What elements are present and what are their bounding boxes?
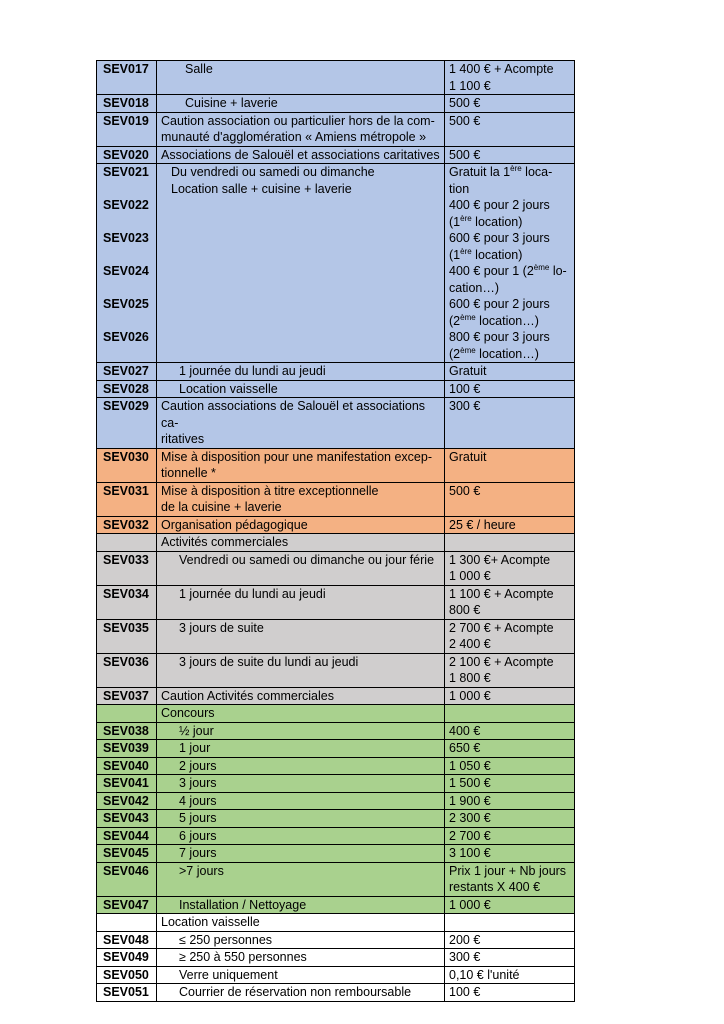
- tariff-row: [97, 931, 575, 949]
- tariff-description: 4 jours: [157, 792, 445, 810]
- tariff-description: Caution association ou particulier hors de la com- munauté d'agglomération « Amiens métropole »: [157, 112, 445, 146]
- tariff-price: 1 300 €+ Acompte 1 000 €: [445, 551, 575, 585]
- price-line: [449, 313, 570, 330]
- tariff-code: SEV034: [97, 585, 157, 619]
- tariff-description: >7 jours: [157, 862, 445, 896]
- tariff-price: 1 100 € + Acompte 800 €: [445, 585, 575, 619]
- tariff-row: [97, 551, 575, 585]
- tariff-price: 2 700 € + Acompte 2 400 €: [445, 619, 575, 653]
- tariff-description: Associations de Salouël et associations caritatives: [157, 146, 445, 164]
- tariff-row: [97, 585, 575, 619]
- price-line: [449, 263, 570, 280]
- price-line: [449, 230, 570, 247]
- tariff-row: [97, 95, 575, 113]
- tariff-row: [97, 705, 575, 723]
- tariff-price: 300 €: [445, 949, 575, 967]
- tariff-price: [445, 534, 575, 552]
- tariff-row: [97, 845, 575, 863]
- tariff-code: SEV032: [97, 516, 157, 534]
- tariff-row: [97, 757, 575, 775]
- tariff-description: Courrier de réservation non remboursable: [157, 984, 445, 1002]
- tariff-row: [97, 398, 575, 449]
- tariff-code: SEV037: [97, 687, 157, 705]
- tariff-code: SEV035: [97, 619, 157, 653]
- tariff-price: 1 000 €: [445, 687, 575, 705]
- tariff-code: SEV023: [103, 231, 149, 245]
- ordinal-superscript: ère: [510, 164, 522, 173]
- tariff-price: 400 €: [445, 722, 575, 740]
- tariff-price: 300 €: [445, 398, 575, 449]
- tariff-description: Salle: [157, 61, 445, 95]
- tariff-row: [97, 380, 575, 398]
- tariff-description: Verre uniquement: [157, 966, 445, 984]
- tariff-price: 1 500 €: [445, 775, 575, 793]
- tariff-description: 1 journée du lundi au jeudi: [157, 585, 445, 619]
- code-spacer: [103, 247, 152, 264]
- price-text: (1: [449, 214, 461, 229]
- tariff-row: [97, 722, 575, 740]
- tariff-row: [97, 896, 575, 914]
- tariff-description: Installation / Nettoyage: [157, 896, 445, 914]
- tariff-code: SEV020: [97, 146, 157, 164]
- price-text: loca-: [521, 165, 553, 179]
- tariff-code: SEV036: [97, 653, 157, 687]
- tariff-price: 2 700 €: [445, 827, 575, 845]
- tariff-description: [157, 164, 445, 363]
- tariff-price: 1 900 €: [445, 792, 575, 810]
- tariff-price: 25 € / heure: [445, 516, 575, 534]
- ordinal-superscript: ème: [460, 312, 476, 322]
- tariff-code: SEV022: [103, 198, 149, 212]
- tariff-code: SEV051: [97, 984, 157, 1002]
- tariff-code: SEV041: [97, 775, 157, 793]
- tariff-price: 2 300 €: [445, 810, 575, 828]
- tariff-table: [96, 60, 575, 1002]
- tariff-price: 650 €: [445, 740, 575, 758]
- price-text: (2: [449, 313, 461, 328]
- price-text: 400 € pour 2 jours: [449, 198, 550, 212]
- tariff-price: 200 €: [445, 931, 575, 949]
- tariff-price-group: [445, 164, 575, 363]
- tariff-description: 5 jours: [157, 810, 445, 828]
- tariff-description: Vendredi ou samedi ou dimanche ou jour férie: [157, 551, 445, 585]
- price-text: 600 € pour 2 jours: [449, 297, 550, 311]
- tariff-row: [97, 448, 575, 482]
- tariff-row: [97, 984, 575, 1002]
- tariff-price: 0,10 € l'unité: [445, 966, 575, 984]
- price-text: Gratuit la 1: [449, 165, 511, 179]
- tariff-description: Cuisine + laverie: [157, 95, 445, 113]
- tariff-row: [97, 482, 575, 516]
- tariff-code: SEV018: [97, 95, 157, 113]
- tariff-price: 500 €: [445, 482, 575, 516]
- price-text: 600 € pour 3 jours: [449, 231, 550, 245]
- tariff-row: [97, 792, 575, 810]
- price-text: location…): [475, 346, 539, 361]
- price-text: lo-: [549, 264, 567, 278]
- tariff-code: SEV019: [97, 112, 157, 146]
- tariff-description: 1 jour: [157, 740, 445, 758]
- tariff-price: Prix 1 jour + Nb jours restants X 400 €: [445, 862, 575, 896]
- price-text: location): [471, 214, 523, 229]
- tariff-description: Activités commerciales: [157, 534, 445, 552]
- price-line: [449, 280, 570, 297]
- tariff-price: 500 €: [445, 112, 575, 146]
- tariff-code: SEV046: [97, 862, 157, 896]
- description-line: Du vendredi ou samedi ou dimanche: [171, 165, 375, 179]
- tariff-row: [97, 949, 575, 967]
- tariff-description: Caution associations de Salouël et associations ca- ritatives: [157, 398, 445, 449]
- tariff-code: SEV028: [97, 380, 157, 398]
- tariff-description: ½ jour: [157, 722, 445, 740]
- tariff-row: [97, 146, 575, 164]
- description-line: Location salle + cuisine + laverie: [171, 181, 352, 196]
- price-line: [449, 346, 570, 363]
- tariff-row: [97, 363, 575, 381]
- price-line: [449, 247, 570, 264]
- tariff-price: 1 000 €: [445, 896, 575, 914]
- tariff-description: Location vaisselle: [157, 914, 445, 932]
- tariff-description: 2 jours: [157, 757, 445, 775]
- tariff-code: SEV017: [97, 61, 157, 95]
- tariff-code: SEV047: [97, 896, 157, 914]
- tariff-code: SEV033: [97, 551, 157, 585]
- tariff-row: [97, 810, 575, 828]
- price-text: 800 € pour 3 jours: [449, 330, 550, 344]
- tariff-code: [97, 534, 157, 552]
- tariff-price: 1 400 € + Acompte 1 100 €: [445, 61, 575, 95]
- tariff-price: [445, 705, 575, 723]
- tariff-code: SEV049: [97, 949, 157, 967]
- code-spacer: [103, 214, 152, 231]
- tariff-code: SEV024: [103, 264, 149, 278]
- price-line: [449, 164, 570, 181]
- tariff-row: [97, 862, 575, 896]
- tariff-description: 6 jours: [157, 827, 445, 845]
- price-text: (2: [449, 346, 461, 361]
- tariff-code: SEV029: [97, 398, 157, 449]
- code-spacer: [103, 346, 152, 363]
- tariff-row: [97, 966, 575, 984]
- price-line: [449, 214, 570, 231]
- tariff-code: SEV021: [103, 165, 149, 179]
- ordinal-superscript: ère: [460, 213, 472, 223]
- tariff-row: [97, 516, 575, 534]
- ordinal-superscript: ème: [533, 263, 550, 272]
- tariff-body: [97, 61, 575, 1002]
- tariff-code: SEV026: [103, 330, 149, 344]
- tariff-code: SEV045: [97, 845, 157, 863]
- tariff-code: SEV048: [97, 931, 157, 949]
- tariff-code: SEV039: [97, 740, 157, 758]
- tariff-description: Caution Activités commerciales: [157, 687, 445, 705]
- code-spacer: [103, 280, 152, 297]
- tariff-code: SEV031: [97, 482, 157, 516]
- tariff-price: 2 100 € + Acompte 1 800 €: [445, 653, 575, 687]
- tariff-price: 100 €: [445, 380, 575, 398]
- price-text: cation…): [449, 280, 500, 295]
- tariff-code: SEV027: [97, 363, 157, 381]
- tariff-description: Location vaisselle: [157, 380, 445, 398]
- tariff-description: Mise à disposition à titre exceptionnelle de la cuisine + laverie: [157, 482, 445, 516]
- ordinal-superscript: ème: [460, 345, 476, 355]
- tariff-price: 500 €: [445, 146, 575, 164]
- price-text: 400 € pour 1 (2: [449, 264, 534, 278]
- ordinal-superscript: ère: [460, 246, 472, 256]
- tariff-description: 3 jours de suite: [157, 619, 445, 653]
- tariff-row: [97, 619, 575, 653]
- tariff-code: [97, 705, 157, 723]
- tariff-description: ≥ 250 à 550 personnes: [157, 949, 445, 967]
- tariff-code: SEV044: [97, 827, 157, 845]
- tariff-description: 7 jours: [157, 845, 445, 863]
- tariff-description: ≤ 250 personnes: [157, 931, 445, 949]
- tariff-price: 500 €: [445, 95, 575, 113]
- price-line: [449, 296, 570, 313]
- tariff-row: [97, 687, 575, 705]
- tariff-row: [97, 653, 575, 687]
- tariff-code: SEV038: [97, 722, 157, 740]
- price-line: [449, 329, 570, 346]
- tariff-row: [97, 740, 575, 758]
- tariff-row: [97, 827, 575, 845]
- code-spacer: [103, 181, 152, 198]
- tariff-price: Gratuit: [445, 363, 575, 381]
- tariff-code: SEV040: [97, 757, 157, 775]
- price-text: location…): [475, 313, 539, 328]
- tariff-code: SEV030: [97, 448, 157, 482]
- tariff-row: [97, 775, 575, 793]
- tariff-code-group: [97, 164, 157, 363]
- tariff-code: [97, 914, 157, 932]
- code-spacer: [103, 313, 152, 330]
- tariff-price: 3 100 €: [445, 845, 575, 863]
- tariff-row: [97, 534, 575, 552]
- tariff-code: SEV025: [103, 297, 149, 311]
- tariff-code: SEV043: [97, 810, 157, 828]
- price-text: tion: [449, 181, 470, 196]
- price-text: location): [471, 247, 523, 262]
- tariff-price: 1 050 €: [445, 757, 575, 775]
- tariff-description: 1 journée du lundi au jeudi: [157, 363, 445, 381]
- tariff-description: 3 jours: [157, 775, 445, 793]
- price-text: (1: [449, 247, 461, 262]
- tariff-description: Mise à disposition pour une manifestation excep- tionnelle *: [157, 448, 445, 482]
- tariff-price: 100 €: [445, 984, 575, 1002]
- tariff-code: SEV042: [97, 792, 157, 810]
- tariff-row-weekend-block: [97, 164, 575, 363]
- tariff-price: Gratuit: [445, 448, 575, 482]
- tariff-price: [445, 914, 575, 932]
- tariff-code: SEV050: [97, 966, 157, 984]
- price-line: [449, 181, 570, 198]
- tariff-row: [97, 914, 575, 932]
- tariff-row: [97, 112, 575, 146]
- tariff-row: [97, 61, 575, 95]
- price-line: [449, 197, 570, 214]
- tariff-description: Organisation pédagogique: [157, 516, 445, 534]
- tariff-description: Concours: [157, 705, 445, 723]
- tariff-description: 3 jours de suite du lundi au jeudi: [157, 653, 445, 687]
